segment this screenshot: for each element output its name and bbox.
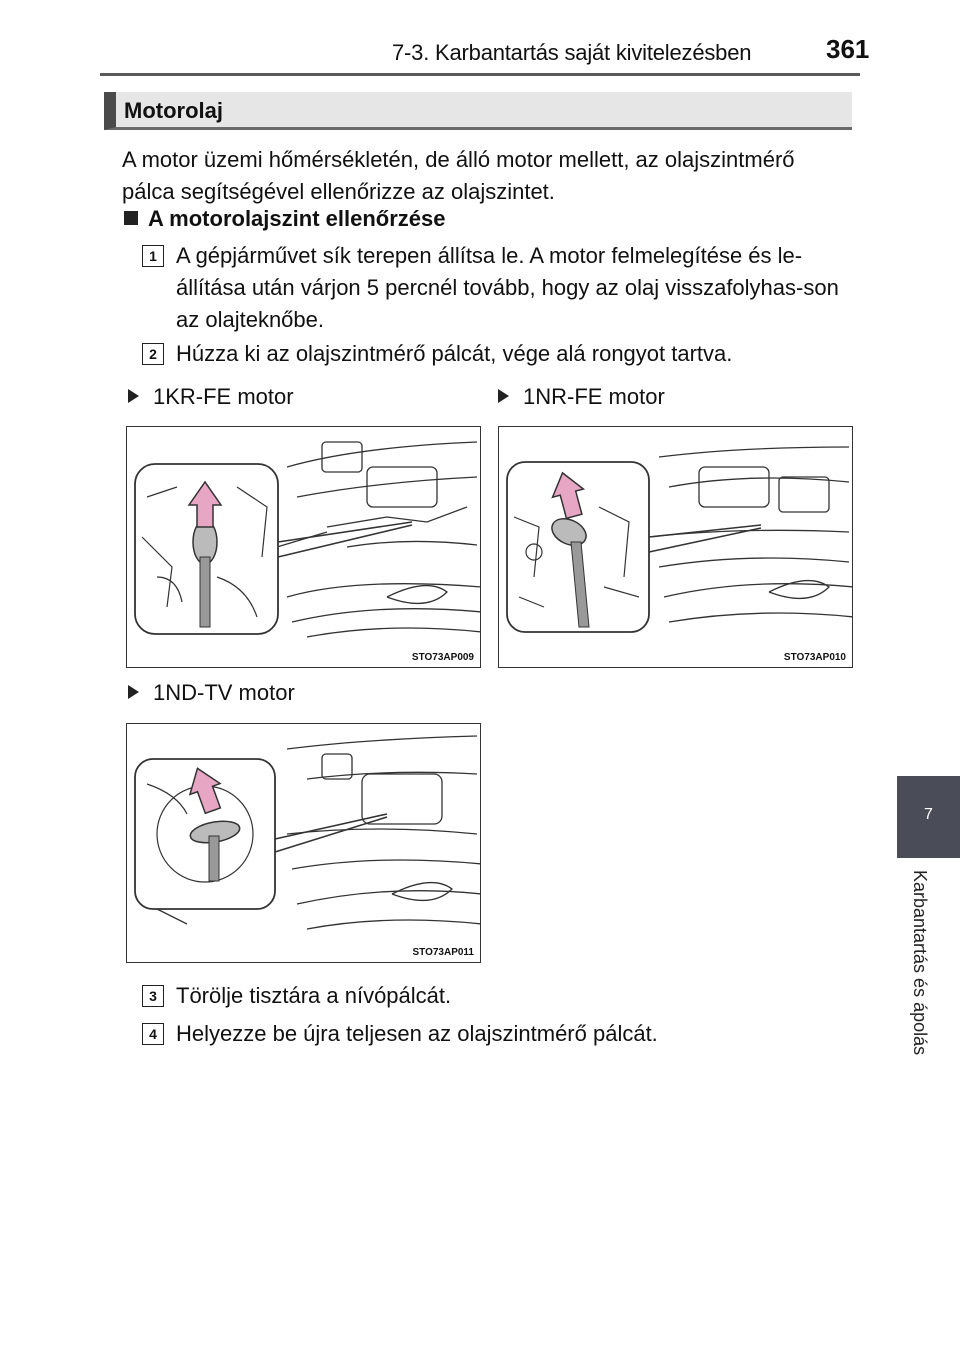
subheading-text: A motorolajszint ellenőrzése (148, 206, 446, 231)
step-number-2: 2 (142, 343, 164, 365)
figure-caption-1kr (128, 384, 294, 410)
caption-text: 1KR-FE motor (153, 384, 294, 409)
header-divider (100, 73, 860, 76)
chapter-number: 7 (924, 806, 933, 823)
figure-code: STO73AP011 (412, 947, 474, 958)
triangle-bullet-icon (498, 389, 509, 403)
step-text-2: Húzza ki az olajszintmérő pálcát, vége alá rongyot tartva. (176, 341, 733, 366)
engine-drawing (499, 427, 853, 668)
step-text-1: A gépjárművet sík terepen állítsa le. A motor felmelegítése és le-állítása után várjon 5 percnél tovább, hogy az olaj visszafolyhas-son az olajteknőbe. (176, 243, 839, 332)
triangle-bullet-icon (128, 389, 139, 403)
square-bullet-icon (124, 211, 138, 225)
step-number-3: 3 (142, 985, 164, 1007)
figure-code: STO73AP009 (411, 652, 474, 663)
section-title: Motorolaj (124, 98, 223, 123)
caption-text: 1ND-TV motor (153, 680, 295, 705)
caption-text: 1NR-FE motor (523, 384, 665, 409)
page-number: 361 (826, 34, 870, 64)
chapter-label: Karbantartás és ápolás (910, 870, 930, 1056)
chapter-tab (897, 776, 960, 858)
figure-caption-1nr (498, 384, 665, 410)
running-header: 7-3. Karbantartás saját kivitelezésben (392, 40, 752, 65)
step-text-3: Törölje tisztára a nívópálcát. (176, 983, 452, 1008)
engine-illustration-1nr (498, 426, 853, 668)
figure-code: STO73AP010 (783, 652, 846, 663)
intro-paragraph: A motor üzemi hőmérsékletén, de álló motor mellett, az olajszintmérő pálca segítségével ellenőrizze az olajszintet. (122, 147, 795, 204)
figure-caption-1nd (128, 680, 295, 706)
triangle-bullet-icon (128, 685, 139, 699)
engine-illustration-1nd (126, 723, 481, 963)
engine-illustration-1kr (126, 426, 481, 668)
step-number-1: 1 (142, 245, 164, 267)
step-number-4: 4 (142, 1023, 164, 1045)
subheading (124, 206, 445, 232)
engine-drawing (127, 427, 481, 668)
engine-drawing (127, 724, 481, 963)
step-text-4: Helyezze be újra teljesen az olajszintmérő pálcát. (176, 1021, 658, 1046)
